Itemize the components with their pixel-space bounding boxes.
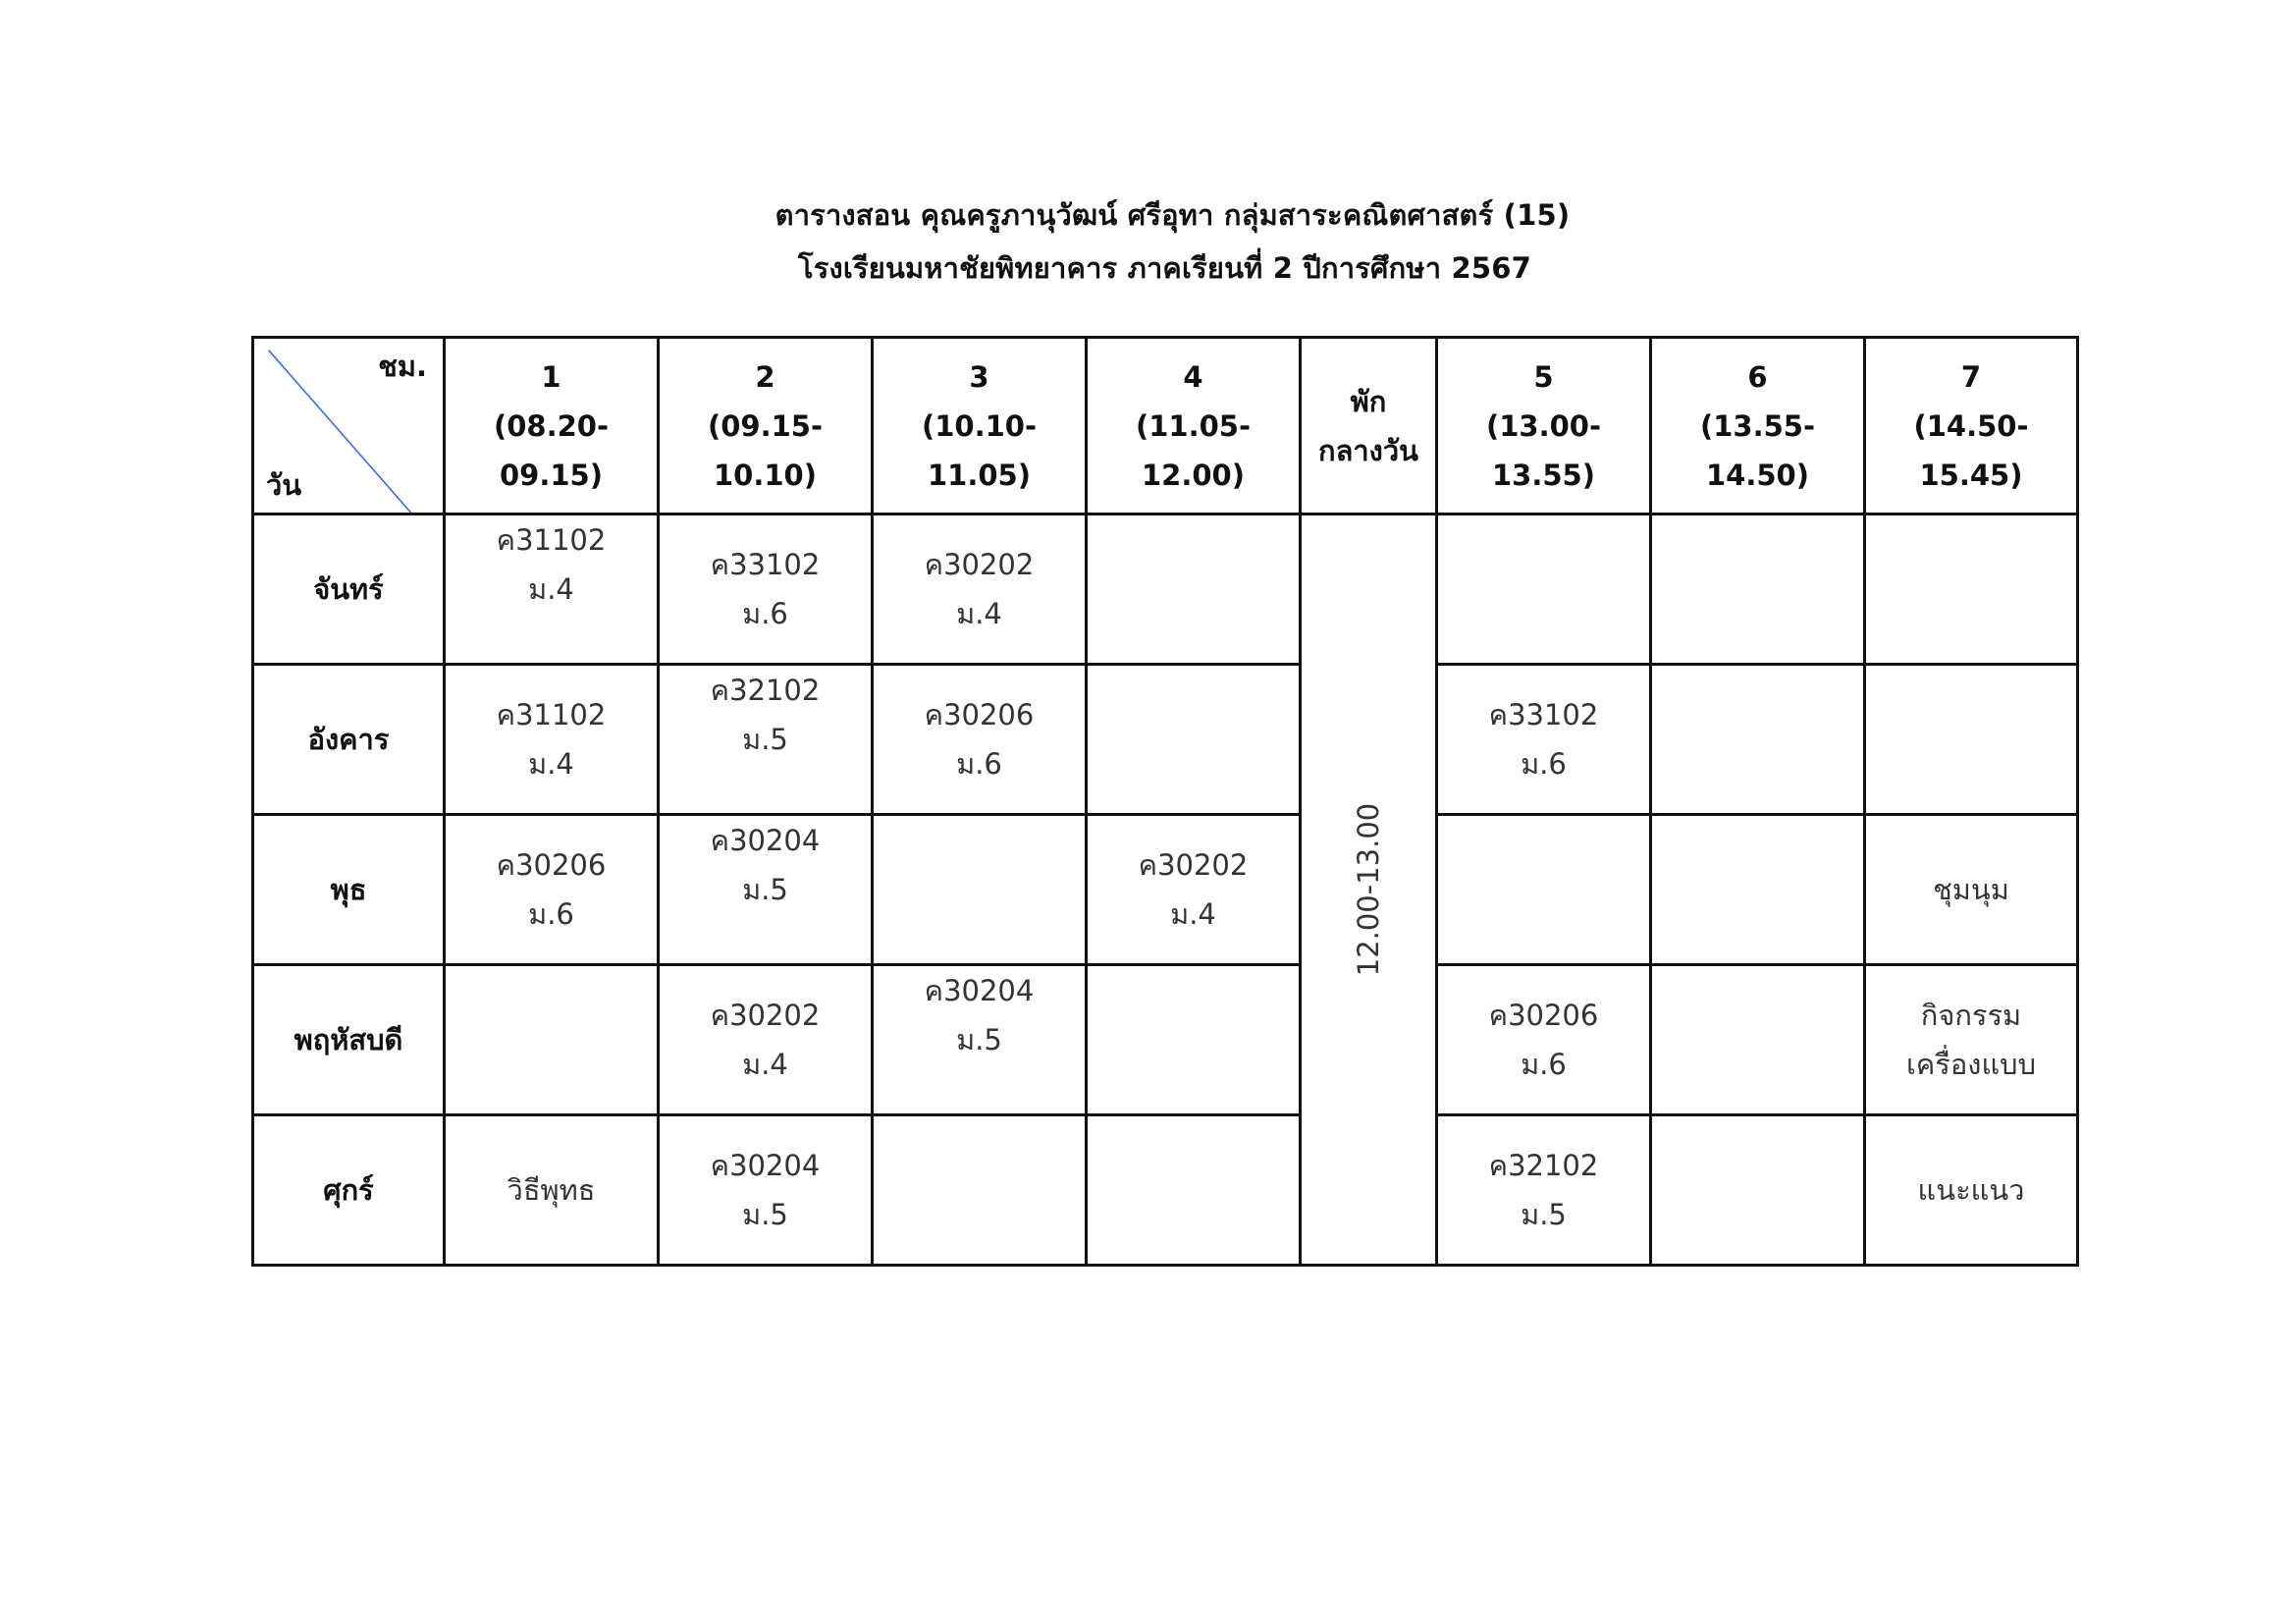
- schedule-cell: [659, 1115, 873, 1266]
- schedule-cell: [873, 514, 1087, 665]
- period-time: (09.15-10.10): [707, 408, 824, 492]
- timetable: [251, 336, 2079, 1267]
- schedule-cell: [1865, 965, 2078, 1115]
- schedule-cell: [1865, 514, 2078, 665]
- day-name: พุธ: [253, 815, 445, 965]
- period-number: 4: [1183, 359, 1203, 394]
- cell-content: [1438, 991, 1649, 1089]
- course-code: ค30204: [710, 824, 821, 857]
- course-code: ค31102: [496, 523, 607, 557]
- schedule-cell: [1651, 1115, 1865, 1266]
- class-level: ม.4: [528, 572, 574, 606]
- schedule-cell: [1651, 665, 1865, 815]
- schedule-cell: [445, 965, 659, 1115]
- schedule-cell: [1651, 514, 1865, 665]
- cell-content: [1438, 1141, 1649, 1239]
- period-number: 2: [755, 359, 775, 394]
- corner-cell: [253, 338, 445, 514]
- day-name: จันทร์: [253, 514, 445, 665]
- period-header: [1437, 338, 1651, 514]
- course-code: ค30206: [1488, 999, 1599, 1032]
- period-header: [873, 338, 1087, 514]
- hour-label: ชม.: [378, 350, 427, 383]
- course-code: ค30206: [924, 698, 1035, 731]
- schedule-cell: [1865, 815, 2078, 965]
- class-level: ม.5: [742, 1198, 788, 1231]
- cell-content: [874, 540, 1085, 638]
- course-code: ค32102: [710, 674, 821, 707]
- period-time: (13.00-13.55): [1485, 408, 1602, 492]
- cell-content: [1866, 865, 2076, 914]
- schedule-cell: [1865, 1115, 2078, 1266]
- class-level: ม.4: [1170, 897, 1216, 931]
- schedule-cell: [1865, 665, 2078, 815]
- course-code: ค33102: [1488, 698, 1599, 731]
- schedule-cell: [873, 815, 1087, 965]
- period-time: (14.50-15.45): [1913, 408, 2029, 492]
- table-row: [253, 1115, 2078, 1266]
- schedule-cell: [445, 665, 659, 815]
- class-level: ม.6: [956, 747, 1002, 781]
- day-name: พฤหัสบดี: [253, 965, 445, 1115]
- schedule-cell: [1651, 965, 1865, 1115]
- cell-content: [660, 540, 871, 638]
- cell-content: [1088, 840, 1299, 939]
- schedule-cell: [659, 965, 873, 1115]
- course-code: ค33102: [710, 548, 821, 581]
- day-name: อังคาร: [253, 665, 445, 815]
- course-code: ค30202: [924, 548, 1035, 581]
- cell-content: [1866, 991, 2076, 1089]
- lunch-header: [1301, 338, 1437, 514]
- schedule-cell: [873, 665, 1087, 815]
- period-header: [445, 338, 659, 514]
- class-level: ม.4: [956, 597, 1002, 630]
- cell-content: [660, 991, 871, 1089]
- period-header: [1087, 338, 1301, 514]
- page-subtitle: โรงเรียนมหาชัยพิทยาคาร ภาคเรียนที่ 2 ปีการศึกษา 2567: [797, 251, 1532, 285]
- course-code: ค31102: [496, 698, 607, 731]
- schedule-cell: [1437, 1115, 1651, 1266]
- period-number: 6: [1747, 359, 1768, 394]
- class-level: ม.6: [742, 597, 788, 630]
- schedule-cell: [445, 1115, 659, 1266]
- table-row: [253, 815, 2078, 965]
- course-code: ค32102: [1488, 1149, 1599, 1182]
- class-level: ม.4: [742, 1048, 788, 1081]
- schedule-cell: [1087, 665, 1301, 815]
- schedule-cell: [873, 965, 1087, 1115]
- schedule-cell: [659, 514, 873, 665]
- cell-content: [660, 666, 871, 764]
- lunch-break-cell: [1301, 514, 1437, 1266]
- course-code: ค30204: [924, 974, 1035, 1007]
- class-level: ม.5: [742, 873, 788, 906]
- schedule-cell: [445, 514, 659, 665]
- period-number: 3: [969, 359, 989, 394]
- cell-content: [1866, 1165, 2076, 1215]
- lunch-label: พัก: [1350, 384, 1387, 418]
- schedule-cell: [1437, 965, 1651, 1115]
- course-code: ชุมนุม: [1933, 873, 2009, 906]
- period-number: 7: [1960, 359, 1982, 394]
- class-level: ม.5: [956, 1023, 1002, 1056]
- class-level: ม.6: [528, 897, 574, 931]
- period-time: (11.05-12.00): [1135, 408, 1252, 492]
- period-header: [1865, 338, 2078, 514]
- class-level: ม.4: [528, 747, 574, 781]
- course-code: ค30202: [710, 999, 821, 1032]
- schedule-cell: [1437, 815, 1651, 965]
- schedule-cell: [1087, 1115, 1301, 1266]
- schedule-cell: [1651, 815, 1865, 965]
- cell-content: [446, 1165, 657, 1215]
- header-row: [253, 338, 2078, 514]
- course-code: แนะแนว: [1917, 1173, 2025, 1207]
- cell-content: [446, 515, 657, 614]
- schedule-cell: [659, 665, 873, 815]
- cell-content: [660, 816, 871, 914]
- course-code: ค30206: [496, 848, 607, 882]
- class-level: ม.6: [1521, 1048, 1567, 1081]
- period-time: (10.10-11.05): [921, 408, 1038, 492]
- class-level: เครื่องแบบ: [1906, 1048, 2036, 1081]
- period-header: [659, 338, 873, 514]
- cell-content: [874, 690, 1085, 788]
- table-row: [253, 665, 2078, 815]
- day-name: ศุกร์: [253, 1115, 445, 1266]
- period-number: 5: [1533, 359, 1554, 394]
- schedule-cell: [873, 1115, 1087, 1266]
- schedule-cell: [1437, 665, 1651, 815]
- course-code: ค30202: [1138, 848, 1249, 882]
- lunch-sublabel: กลางวัน: [1318, 433, 1418, 467]
- page-title: ตารางสอน คุณครูภานุวัฒน์ ศรีอุทา กลุ่มสาระคณิตศาสตร์ (15): [774, 198, 1571, 232]
- cell-content: [874, 966, 1085, 1064]
- schedule-cell: [1087, 815, 1301, 965]
- class-level: ม.6: [1521, 747, 1567, 781]
- cell-content: [446, 690, 657, 788]
- period-number: 1: [541, 359, 561, 394]
- schedule-cell: [1087, 514, 1301, 665]
- table-row: [253, 514, 2078, 665]
- table-row: [253, 965, 2078, 1115]
- period-time: (13.55-14.50): [1699, 408, 1816, 492]
- schedule-cell: [1437, 514, 1651, 665]
- class-level: ม.5: [742, 723, 788, 756]
- schedule-cell: [445, 815, 659, 965]
- cell-content: [1438, 690, 1649, 788]
- course-code: วิธีพุทธ: [507, 1173, 596, 1207]
- schedule-cell: [1087, 965, 1301, 1115]
- cell-content: [446, 840, 657, 939]
- course-code: กิจกรรม: [1920, 999, 2022, 1032]
- cell-content: [660, 1141, 871, 1239]
- schedule-cell: [659, 815, 873, 965]
- period-header: [1651, 338, 1865, 514]
- course-code: ค30204: [710, 1149, 821, 1182]
- period-time: (08.20-09.15): [493, 408, 610, 492]
- day-label: วัน: [266, 468, 302, 502]
- lunch-time: 12.00-13.00: [1352, 802, 1385, 977]
- class-level: ม.5: [1521, 1198, 1567, 1231]
